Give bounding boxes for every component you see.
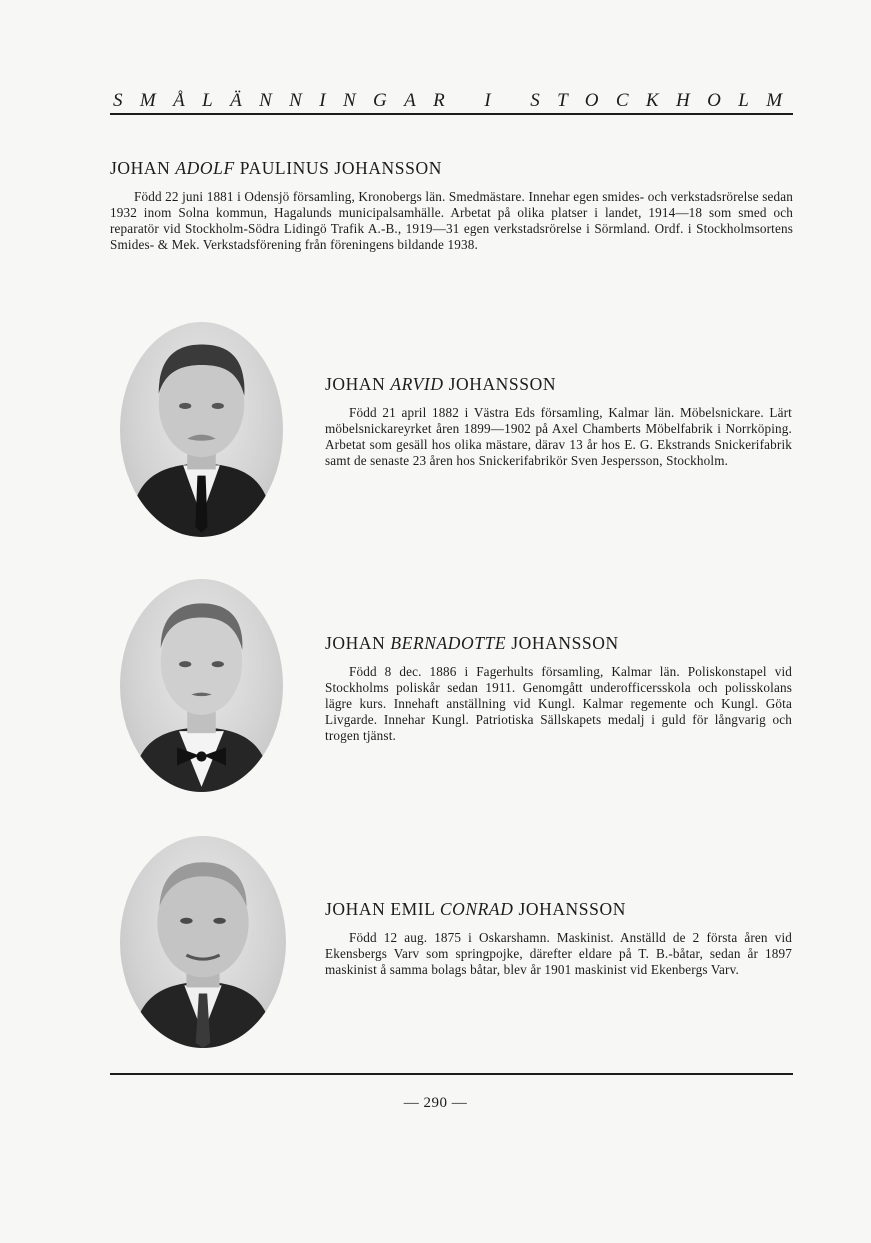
- entry-name: [110, 157, 793, 179]
- entry-biography: Född 8 dec. 1886 i Fagerhults församling, Kalmar län. Poliskonstapel vid Stockholms poliskår sedan 1911. Genomgått underofficersskola och polisskolans lägre kurs. Innehaft anställning vid Kungl. Kalmar regemente och Kungl. Göta Livgarde. Innehar Kungl. Patriotiska Sällskapets medalj i guld för långvarig och trogen tjänst.: [325, 664, 792, 743]
- entry-arvid-johansson: [325, 373, 792, 469]
- name-called: BERNADOTTE: [390, 633, 507, 653]
- name-first: JOHAN: [325, 374, 386, 394]
- portrait-conrad-johansson: [120, 836, 286, 1048]
- entry-bernadotte-johansson: [325, 632, 792, 744]
- name-rest: PAULINUS JOHANSSON: [239, 158, 442, 178]
- entry-biography: Född 21 april 1882 i Västra Eds församling, Kalmar län. Möbelsnickare. Lärt möbelsnickareyrket åren 1899—1902 på Axel Chamberts Möbelfabrik i Norrköping. Arbetat som gesäll hos olika mästare, därav 13 år hos E. G. Ekstrands Snickerifabrik samt de senaste 23 åren hos Snickerifabrikör Sven Jespersson, Stockholm.: [325, 405, 792, 468]
- entry-name: [325, 373, 792, 395]
- name-called: ADOLF: [175, 158, 235, 178]
- name-rest: JOHANSSON: [511, 633, 619, 653]
- entry-name: [325, 898, 792, 920]
- page-number: — 290 —: [403, 1095, 468, 1111]
- name-first: JOHAN: [110, 158, 171, 178]
- portrait-arvid-johansson: [120, 322, 283, 537]
- entry-adolf-johansson: [110, 157, 793, 253]
- name-called: CONRAD: [439, 899, 514, 919]
- name-first: JOHAN EMIL: [325, 899, 435, 919]
- header-rule: [110, 113, 793, 115]
- entry-biography: Född 12 aug. 1875 i Oskarshamn. Maskinist. Anställd de 2 första åren vid Ekensbergs Varv som springpojke, därefter eldare på T. B.-båtar, sedan år 1897 maskinist å samma bolags båtar, blev år 1901 maskinist vid Ekenbergs Varv.: [325, 930, 792, 977]
- running-header: SMÅLÄNNINGAR I STOCKHOLM: [113, 90, 800, 111]
- name-first: JOHAN: [325, 633, 386, 653]
- entry-name: [325, 632, 792, 654]
- name-rest: JOHANSSON: [448, 374, 557, 394]
- footer-rule: [110, 1073, 793, 1075]
- entry-conrad-johansson: [325, 898, 792, 978]
- entry-biography: Född 22 juni 1881 i Odensjö församling, Kronobergs län. Smedmästare. Innehar egen smides- och verkstadsrörelse sedan 1932 inom Solna kommun, Hagalunds municipalsamhälle. Arbetat på olika platser i landet, 1914—18 som smed och reparatör vid Stockholm-Södra Lidingö Trafik A.-B., 1919—31 egen verkstadsrörelse i Sörmland. Ordf. i Stockholmsortens Smides- & Mek. Verkstadsförening från föreningens bildande 1938.: [110, 189, 793, 252]
- name-rest: JOHANSSON: [518, 899, 626, 919]
- name-called: ARVID: [390, 374, 444, 394]
- portrait-bernadotte-johansson: [120, 579, 283, 792]
